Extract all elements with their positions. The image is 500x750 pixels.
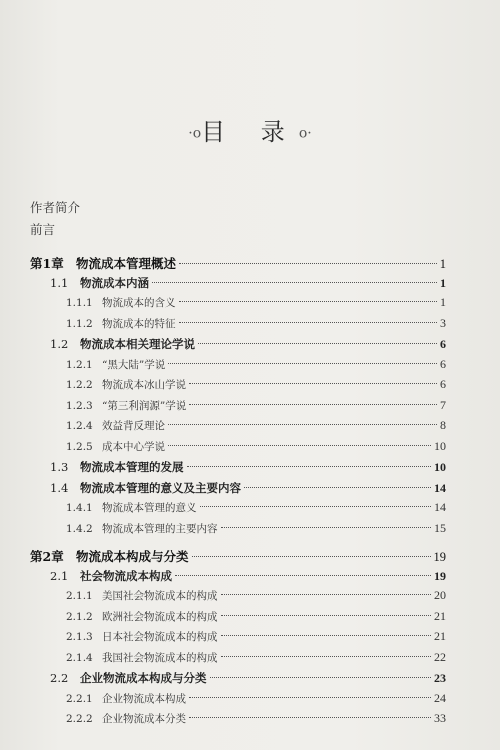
toc-leader-dots [179, 301, 438, 302]
toc-page-number: 6 [440, 356, 446, 371]
toc-title: 物流成本相关理论学说 [80, 337, 195, 351]
toc-number: 2.1.1 [66, 590, 93, 602]
toc-title: 物流成本管理的意义及主要内容 [80, 480, 241, 495]
toc-leader-dots [244, 487, 431, 488]
toc-leader-dots [221, 635, 432, 636]
toc-number: 1.2.3 [66, 399, 93, 412]
toc-page-number: 19 [433, 550, 446, 564]
toc-section-row [30, 459, 446, 480]
toc-subsection-row [30, 357, 446, 378]
toc-subsection-row [30, 691, 446, 712]
toc-page-number: 24 [434, 690, 446, 705]
toc-title: “黑大陆”学说 [102, 358, 166, 371]
ornament-right-icon: o· [298, 125, 312, 142]
toc-page-number: 1 [440, 295, 446, 309]
toc-page-number: 6 [440, 377, 446, 391]
toc-page-number: 8 [440, 418, 446, 432]
toc-page-number: 1 [440, 275, 446, 290]
toc-page-number: 14 [434, 500, 446, 514]
toc-chapter-row [30, 547, 446, 568]
toc-number: 1.2.5 [66, 440, 93, 453]
toc-section-row [30, 568, 446, 589]
toc-title: 美国社会物流成本的构成 [102, 590, 218, 602]
toc-title: 物流成本的特征 [102, 317, 176, 330]
toc-title: 企业物流成本构成 [102, 692, 186, 705]
toc-number: 1.2 [50, 337, 69, 351]
toc-title: 物流成本内涵 [80, 275, 149, 290]
toc-number: 1.1 [50, 275, 69, 290]
toc-number: 1.2.1 [66, 358, 93, 371]
toc-leader-dots [189, 697, 431, 698]
toc-title: 物流成本构成与分类 [76, 549, 189, 564]
toc-title: 物流成本冰山学说 [102, 379, 186, 391]
toc-leader-dots [187, 466, 432, 467]
toc-subsection-row [30, 521, 446, 542]
toc-page-number: 20 [434, 588, 446, 602]
toc-page-number: 21 [434, 629, 446, 643]
toc-chapter-row [30, 254, 446, 275]
toc-title: 企业物流成本构成与分类 [80, 671, 207, 685]
toc-title: “第三利润源”学说 [102, 399, 187, 412]
toc-number: 第1章 [30, 256, 64, 271]
toc-subsection-row [30, 500, 446, 521]
page-title: ·o目 录o· [188, 118, 312, 146]
toc-subsection-row [30, 418, 446, 439]
toc-title: 企业物流成本分类 [102, 713, 186, 725]
table-of-contents [30, 248, 446, 732]
toc-title: 物流成本管理的主要内容 [102, 522, 218, 535]
toc-title: 物流成本的含义 [102, 297, 176, 309]
toc-leader-dots [168, 424, 437, 425]
toc-number: 2.1.2 [66, 610, 93, 623]
toc-leader-dots [192, 556, 431, 557]
toc-leader-dots [200, 506, 432, 507]
toc-section-row [30, 275, 446, 296]
toc-leader-dots [189, 717, 431, 718]
toc-title: 社会物流成本构成 [80, 568, 172, 583]
toc-page-number: 6 [440, 337, 446, 351]
toc-page-number: 10 [434, 460, 446, 474]
toc-title: 欧洲社会物流成本的构成 [102, 610, 218, 623]
toc-page-number: 19 [434, 568, 446, 583]
toc-number: 第2章 [30, 549, 64, 564]
toc-leader-dots [168, 445, 431, 446]
toc-page-number: 21 [434, 608, 446, 623]
toc-subsection-row [30, 588, 446, 609]
toc-leader-dots [175, 575, 431, 576]
toc-subsection-row [30, 377, 446, 398]
toc-title: 成本中心学说 [102, 440, 165, 453]
toc-subsection-row [30, 629, 446, 650]
front-matter-author: 作者简介 [30, 200, 81, 215]
toc-page-number: 3 [440, 315, 446, 330]
toc-page-number: 1 [439, 257, 446, 271]
toc-number: 1.2.4 [66, 420, 93, 432]
toc-page-number: 23 [434, 671, 446, 685]
toc-title: 物流成本管理的意义 [102, 502, 197, 514]
toc-subsection-row [30, 711, 446, 732]
toc-subsection-row [30, 609, 446, 630]
toc-page-number: 7 [440, 397, 446, 412]
ornament-left-icon: ·o [188, 125, 202, 142]
toc-leader-dots [189, 404, 437, 405]
toc-subsection-row [30, 295, 446, 316]
toc-title: 物流成本管理概述 [76, 256, 177, 271]
toc-leader-dots [179, 263, 437, 264]
toc-leader-dots [152, 282, 437, 283]
toc-leader-dots [221, 527, 432, 528]
toc-number: 1.1.2 [66, 317, 93, 330]
toc-section-row [30, 480, 446, 501]
toc-subsection-row [30, 439, 446, 460]
toc-title: 效益背反理论 [102, 420, 165, 432]
toc-number: 1.2.2 [66, 379, 93, 391]
toc-subsection-row [30, 398, 446, 419]
front-matter-preface: 前言 [30, 222, 56, 237]
toc-leader-dots [198, 343, 437, 344]
toc-leader-dots [168, 363, 437, 364]
toc-number: 2.1 [50, 568, 69, 583]
toc-page-number: 10 [434, 438, 446, 453]
toc-number: 1.4.1 [66, 502, 93, 514]
toc-title: 我国社会物流成本的构成 [102, 651, 218, 664]
toc-number: 1.1.1 [66, 297, 93, 309]
toc-section-row [30, 670, 446, 691]
toc-number: 1.4 [50, 480, 69, 495]
toc-number: 2.1.3 [66, 631, 93, 643]
toc-number: 2.2 [50, 671, 69, 685]
toc-leader-dots [221, 615, 432, 616]
toc-title: 日本社会物流成本的构成 [102, 631, 218, 643]
toc-leader-dots [179, 322, 438, 323]
toc-section-row [30, 336, 446, 357]
toc-page-number: 14 [434, 480, 446, 495]
toc-page-number: 15 [434, 520, 446, 535]
toc-leader-dots [189, 383, 437, 384]
toc-leader-dots [221, 594, 432, 595]
toc-number: 2.2.1 [66, 692, 93, 705]
toc-number: 2.2.2 [66, 713, 93, 725]
toc-leader-dots [221, 656, 432, 657]
toc-number: 1.4.2 [66, 522, 93, 535]
toc-page-number: 33 [434, 711, 446, 725]
toc-number: 1.3 [50, 460, 69, 474]
toc-subsection-row [30, 316, 446, 337]
toc-leader-dots [210, 677, 432, 678]
toc-page-number: 22 [434, 649, 446, 664]
toc-subsection-row [30, 650, 446, 671]
toc-number: 2.1.4 [66, 651, 93, 664]
toc-title: 物流成本管理的发展 [80, 460, 184, 474]
